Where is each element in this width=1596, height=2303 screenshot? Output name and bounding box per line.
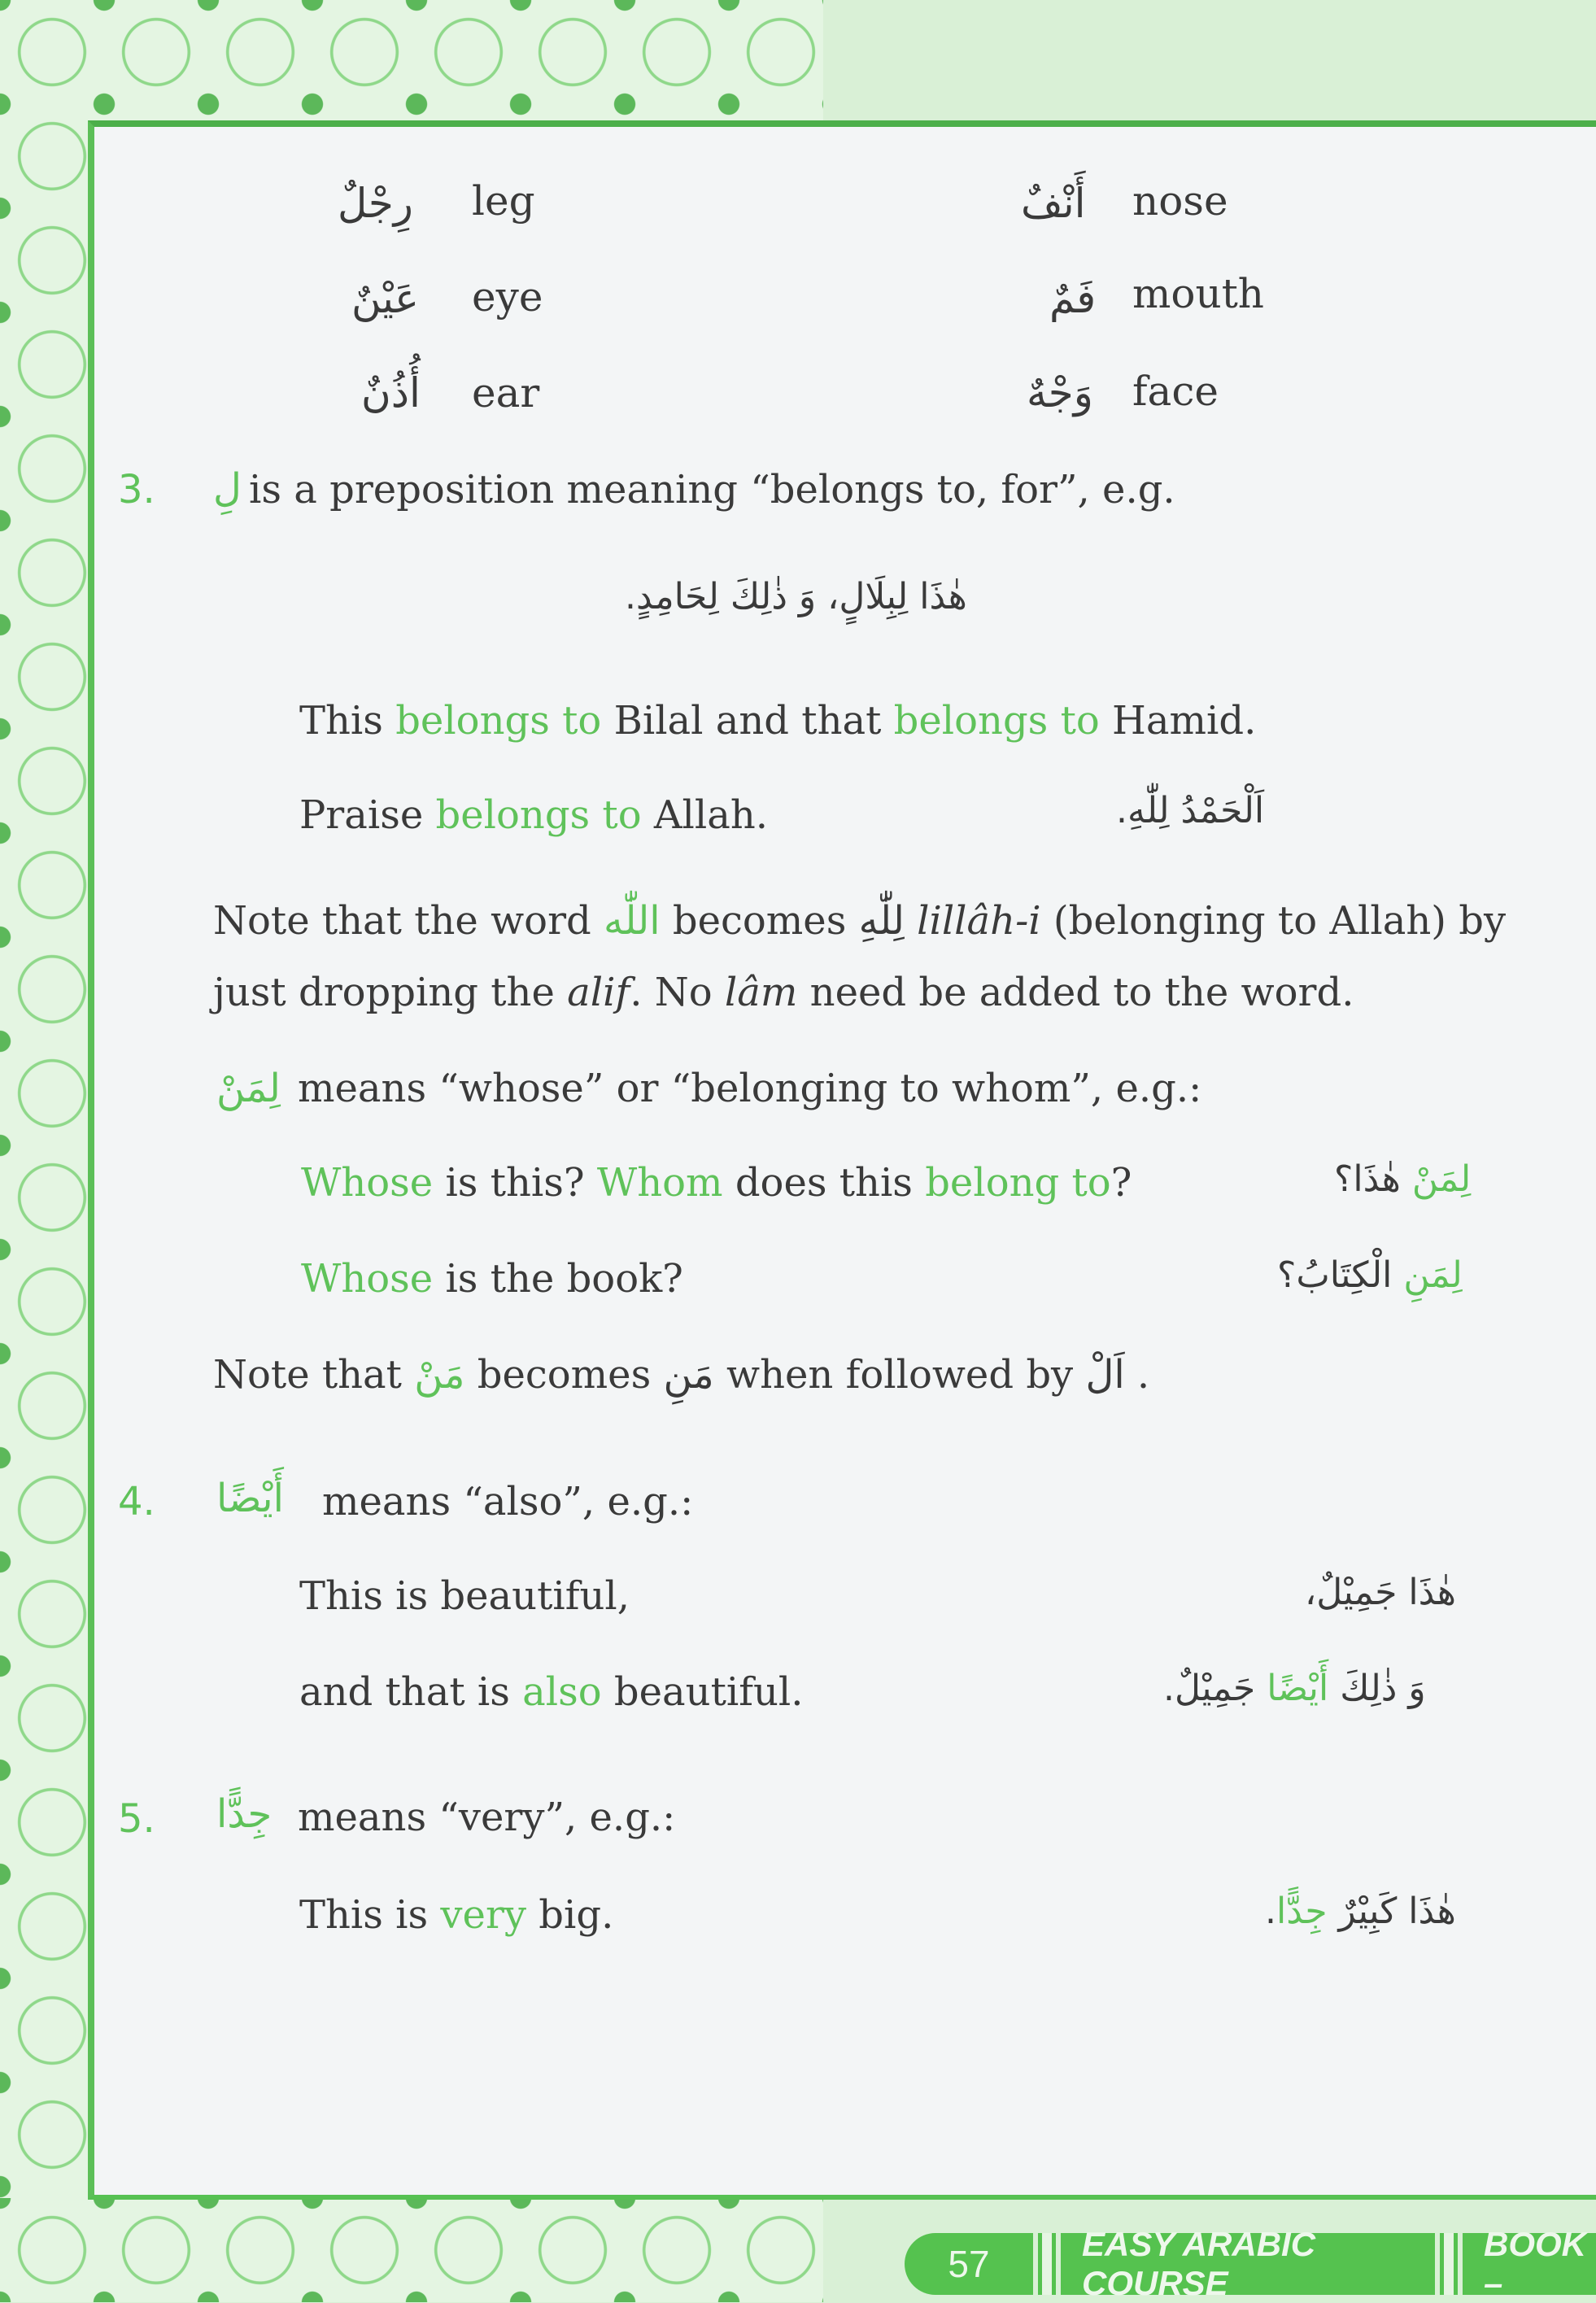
vocab-english: face xyxy=(1132,368,1219,415)
example-english: Whose is this? Whom does this belong to? xyxy=(301,1160,1132,1206)
footer-divider xyxy=(1038,2233,1056,2295)
vocab-arabic: وَجْهٌ xyxy=(1027,369,1093,417)
example-english: This belongs to Bilal and that belongs to Hamid. xyxy=(299,698,1257,744)
term-definition: means “whose” or “belonging to whom”, e.g.: xyxy=(298,1066,1202,1111)
section-number: 5. xyxy=(118,1796,155,1842)
example-english: Whose is the book? xyxy=(301,1256,683,1302)
vocab-arabic: رِجْلٌ xyxy=(338,180,413,227)
example-arabic: اَلْحَمْدُ لِلّٰهِ. xyxy=(1116,790,1265,831)
example-english: This is very big. xyxy=(299,1892,614,1938)
footer-divider xyxy=(1440,2233,1458,2295)
vocab-english: eye xyxy=(472,273,543,321)
term-arabic: جِدًّا xyxy=(216,1791,273,1837)
example-english: Praise belongs to Allah. xyxy=(299,792,769,838)
decorative-border-top xyxy=(0,0,823,124)
vocab-english: leg xyxy=(472,177,535,225)
decorative-border-left xyxy=(0,0,91,2302)
term-definition: means “also”, e.g.: xyxy=(322,1479,694,1524)
example-english: and that is also beautiful. xyxy=(299,1669,804,1715)
term-arabic: لِمَنْ xyxy=(216,1066,281,1111)
example-arabic: لِمَنْ هٰذَا؟ xyxy=(1334,1158,1472,1200)
vocab-arabic: أَنْفٌ xyxy=(1021,180,1086,227)
example-arabic: هٰذَا لِبِلَالٍ، وَ ذٰلِكَ لِحَامِدٍ. xyxy=(625,576,967,617)
section-intro: is a preposition meaning “belongs to, for”, e.g. xyxy=(249,467,1175,513)
note-paragraph: just dropping the alif. No lâm need be added to the word. xyxy=(213,970,1354,1015)
term-arabic: أَيْضًا xyxy=(216,1476,284,1521)
decorative-border-bottom xyxy=(0,2198,823,2302)
page-footer xyxy=(905,2225,1596,2302)
term-arabic: لِ xyxy=(213,465,242,511)
term-definition: means “very”, e.g.: xyxy=(298,1795,676,1840)
example-english: This is beautiful, xyxy=(299,1573,630,1619)
vocab-arabic: عَيْنٌ xyxy=(351,275,419,322)
vocab-arabic: فَمٌ xyxy=(1049,275,1097,322)
vocab-arabic: أُذُنٌ xyxy=(361,369,421,417)
book-volume: BOOK – xyxy=(1463,2233,1596,2295)
note-paragraph: Note that مَنْ becomes مَنِ when followed by اَلْ . xyxy=(213,1352,1150,1398)
section-number: 3. xyxy=(118,467,155,513)
example-arabic: وَ ذٰلِكَ أَيْضًا جَمِيْلٌ. xyxy=(1163,1668,1426,1709)
example-arabic: لِمَنِ الْكِتَابُ؟ xyxy=(1277,1254,1463,1296)
book-title: EASY ARABIC COURSE xyxy=(1061,2233,1435,2295)
vocab-english: ear xyxy=(472,369,540,417)
page-number: 57 xyxy=(905,2233,1033,2295)
example-arabic: هٰذَا جَمِيْلٌ، xyxy=(1305,1572,1456,1613)
example-arabic: هٰذَا كَبِيْرٌ جِدًّا. xyxy=(1265,1891,1456,1932)
section-number: 4. xyxy=(118,1479,155,1524)
note-paragraph: Note that the word اللّٰه becomes لِلّٰهِ lillâh-i (belonging to Allah) by xyxy=(213,898,1507,944)
vocab-english: mouth xyxy=(1132,270,1265,317)
vocab-english: nose xyxy=(1132,177,1228,225)
